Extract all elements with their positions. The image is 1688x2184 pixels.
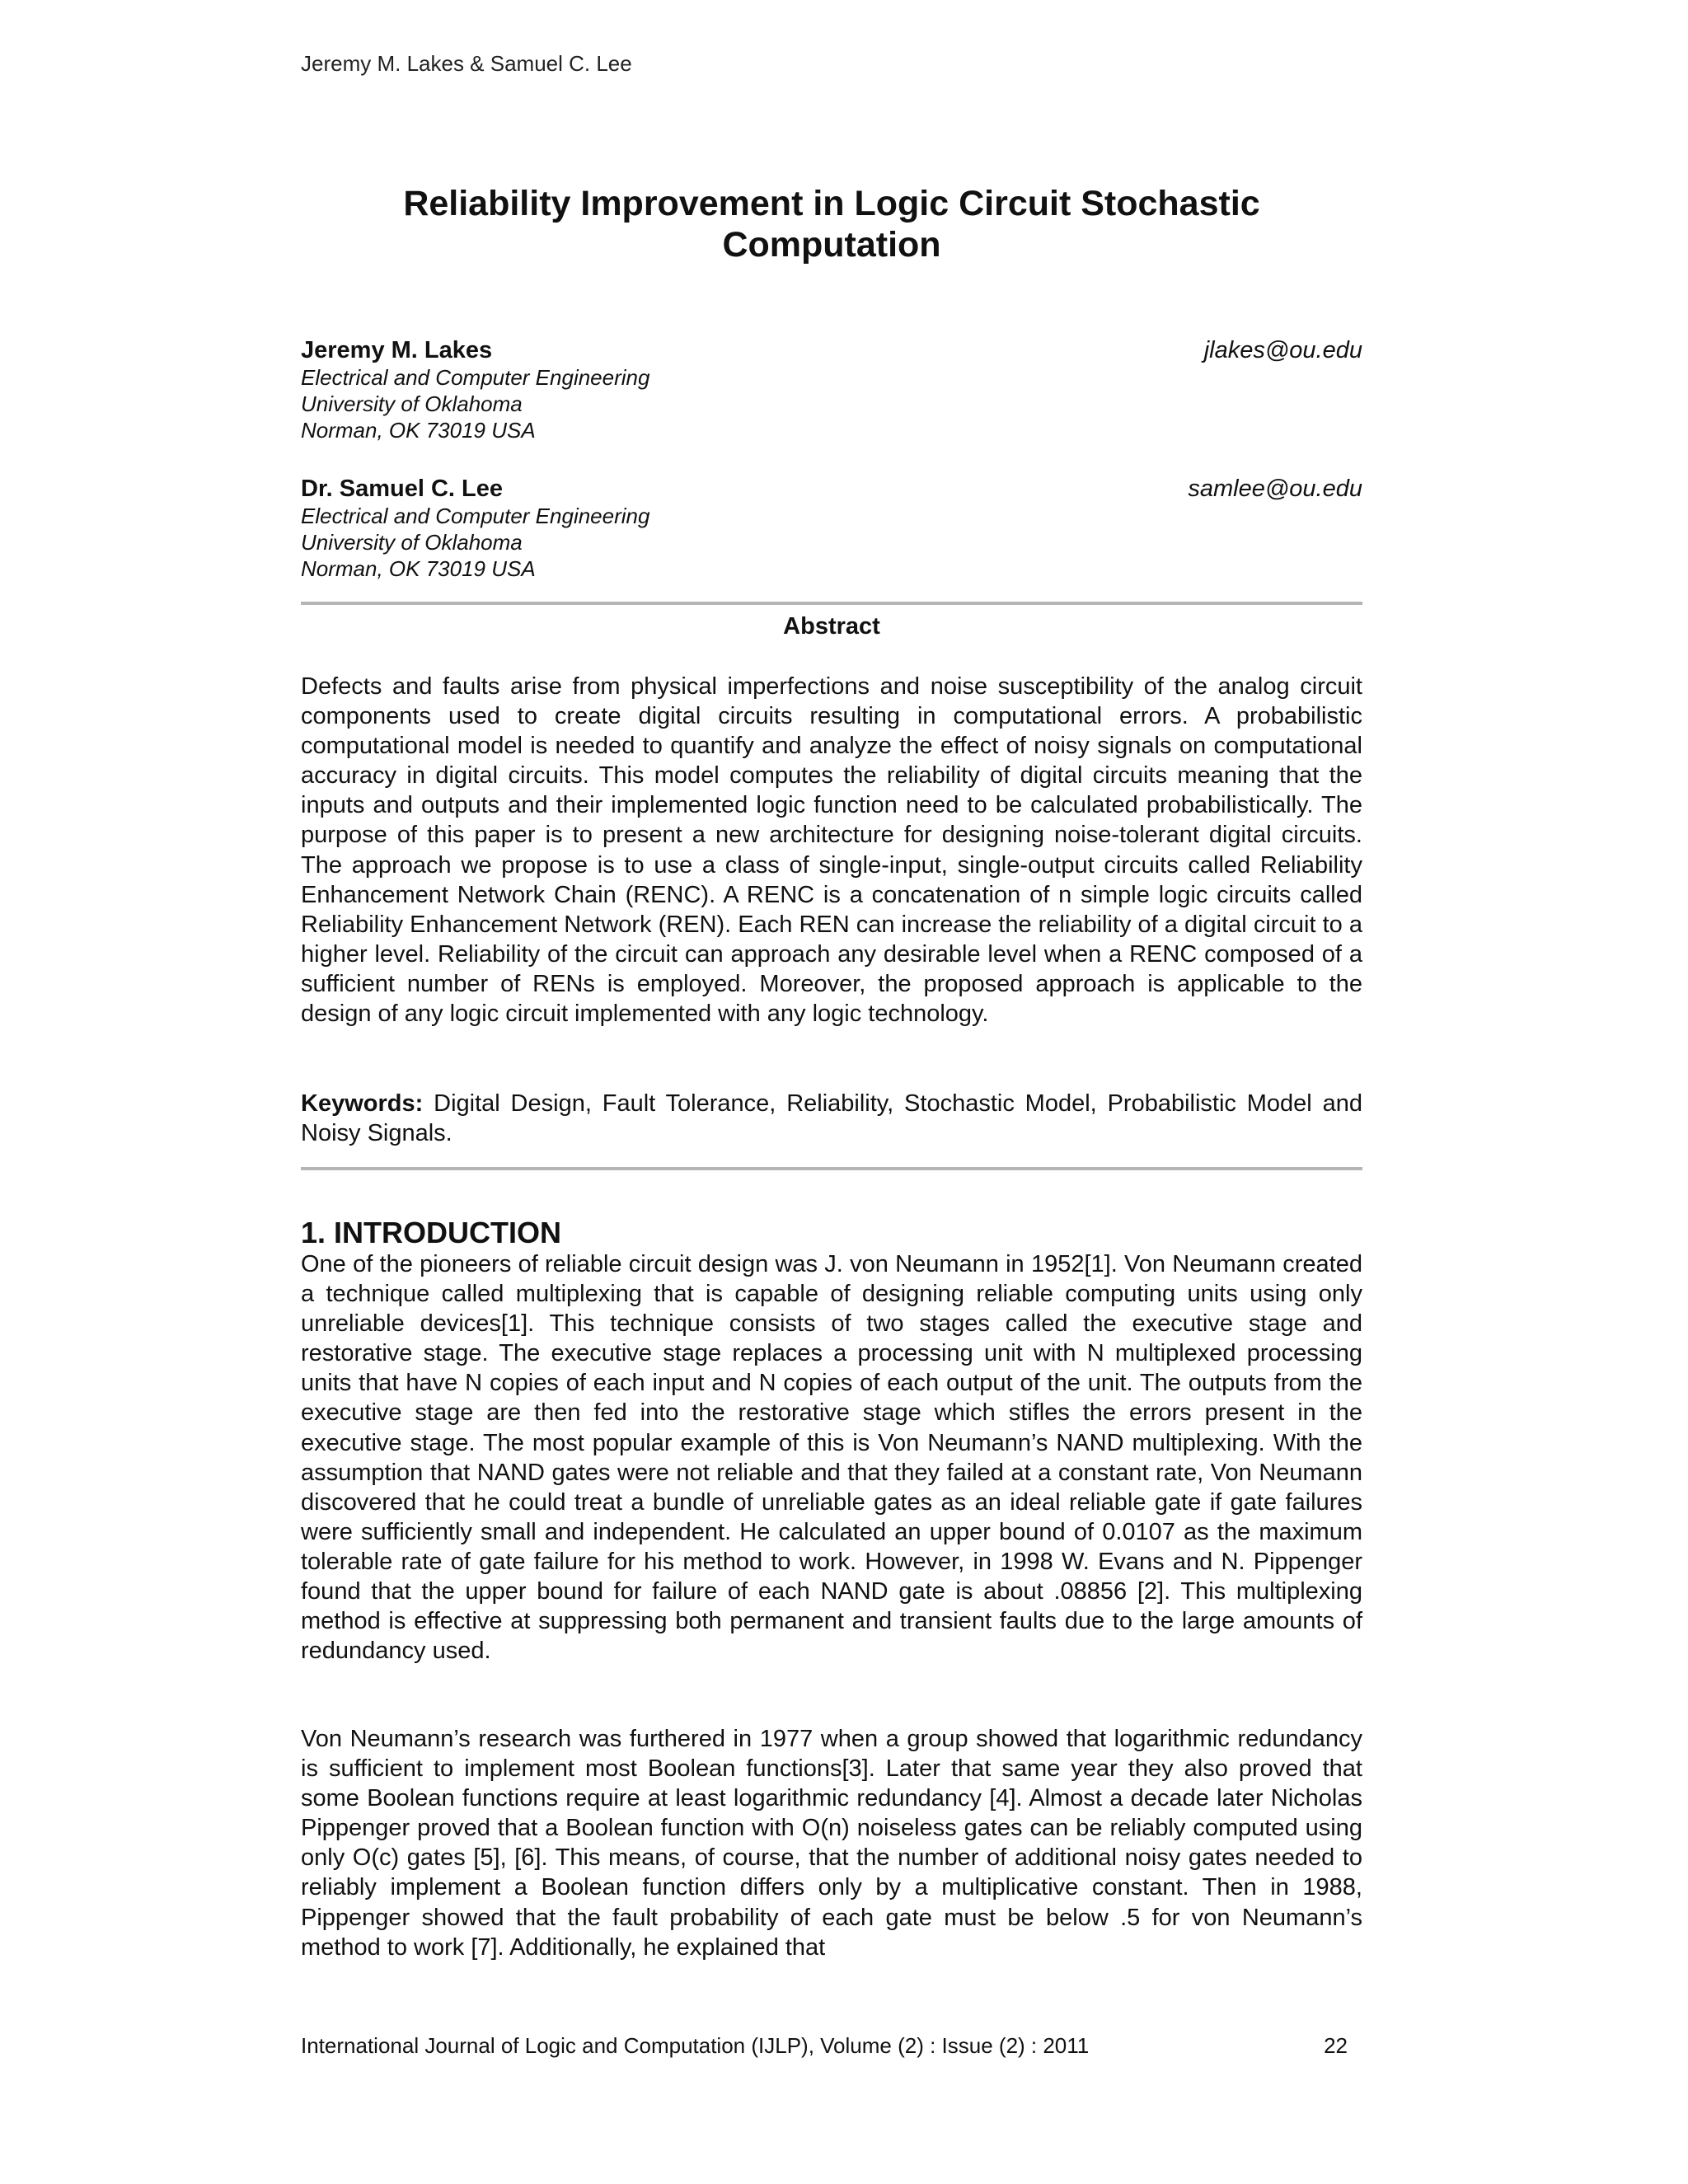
author-department: Electrical and Computer Engineering [301, 365, 650, 390]
keywords-label: Keywords: [301, 1090, 424, 1117]
author-location: Norman, OK 73019 USA [301, 556, 536, 581]
paper-title [301, 183, 1362, 265]
author-department: Electrical and Computer Engineering [301, 504, 650, 528]
author-email: samlee@ou.edu [1188, 476, 1362, 502]
author-university: University of Oklahoma [301, 530, 523, 555]
paper-page [301, 0, 1362, 2184]
running-header: Jeremy M. Lakes & Samuel C. Lee [301, 51, 632, 76]
author-block-2 [301, 475, 1362, 582]
abstract-heading: Abstract [783, 613, 880, 640]
journal-citation: International Journal of Logic and Computation (IJLP), Volume (2) : Issue (2) : 2011 [301, 2033, 1090, 2058]
page-footer [301, 2033, 1348, 2059]
introduction-paragraph-2: Von Neumann’s research was furthered in 1977 when a group showed that logarithmic redundancy is sufficient to implement most Boolean functions[3]. Later that same year they also proved that some Boolean functions require at least logarithmic redundancy [4]. Almost a decade later Nicholas Pippenger proved that a Boolean function with O(n) noiseless gates can be reliably computed using only O(c) gates [5], [6]. This means, of course, that the number of additional noisy gates needed to reliably implement a Boolean function differs only by a multiplicative constant. Then in 1988, Pippenger showed that the fault probability of each gate must be below .5 for von Neumann’s method to work [7]. Additionally, he explained that [301, 1726, 1362, 1961]
author-name: Jeremy M. Lakes [301, 337, 493, 363]
introduction-paragraph-1: One of the pioneers of reliable circuit design was J. von Neumann in 1952[1]. Von Neumann created a technique called multiplexing that is capable of designing reliable computing units using only unreliable devices[1]. This technique consists of two stages called the executive stage and restorative stage. The executive stage replaces a processing unit with N multiplexed processing units that have N copies of each input and N copies of each output of the unit. The outputs from the executive stage are then fed into the restorative stage which stifles the errors present in the executive stage. The most popular example of this is Von Neumann’s NAND multiplexing. With the assumption that NAND gates were not reliable and that they failed at a constant rate, Von Neumann discovered that he could treat a bundle of unreliable gates as an ideal reliable gate if gate failures were sufficiently small and independent. He calculated an upper bound of 0.0107 as the maximum tolerable rate of gate failure for his method to work. However, in 1998 W. Evans and N. Pippenger found that the upper bound for failure of each NAND gate is about .08856 [2]. This multiplexing method is effective at suppressing both permanent and transient faults due to the large amounts of redundancy used. [301, 1251, 1362, 1665]
section-divider-bottom [301, 1167, 1362, 1170]
paper-title-line-1: Reliability Improvement in Logic Circuit Stochastic [403, 184, 1260, 223]
keywords-text: Digital Design, Fault Tolerance, Reliability, Stochastic Model, Probabilistic Model and Noisy Signals. [301, 1090, 1362, 1147]
author-block-1 [301, 336, 1362, 443]
paper-title-line-2: Computation [722, 225, 941, 265]
abstract-text: Defects and faults arise from physical imperfections and noise susceptibility of the analog circuit components used to create digital circuits resulting in computational errors. A probabilistic computational model is needed to quantify and analyze the effect of noisy signals on computational accuracy in digital circuits. This model computes the reliability of digital circuits meaning that the inputs and outputs and their implemented logic function need to be calculated probabilistically. The purpose of this paper is to present a new architecture for designing noise-tolerant digital circuits. The approach we propose is to use a class of single-input, single-output circuits called Reliability Enhancement Network Chain (RENC). A RENC is a concatenation of n simple logic circuits called Reliability Enhancement Network (REN). Each REN can increase the reliability of a digital circuit to a higher level. Reliability of the circuit can approach any desirable level when a RENC composed of a sufficient number of RENs is employed. Moreover, the proposed approach is applicable to the design of any logic circuit implemented with any logic technology. [301, 673, 1362, 1028]
author-name: Dr. Samuel C. Lee [301, 476, 503, 502]
section-divider-top [301, 602, 1362, 605]
page-number: 22 [1324, 2033, 1348, 2058]
introduction-heading: 1. INTRODUCTION [301, 1216, 562, 1249]
author-university: University of Oklahoma [301, 391, 523, 416]
keywords [301, 1089, 1362, 1148]
author-email: jlakes@ou.edu [1203, 337, 1362, 363]
author-location: Norman, OK 73019 USA [301, 418, 536, 443]
